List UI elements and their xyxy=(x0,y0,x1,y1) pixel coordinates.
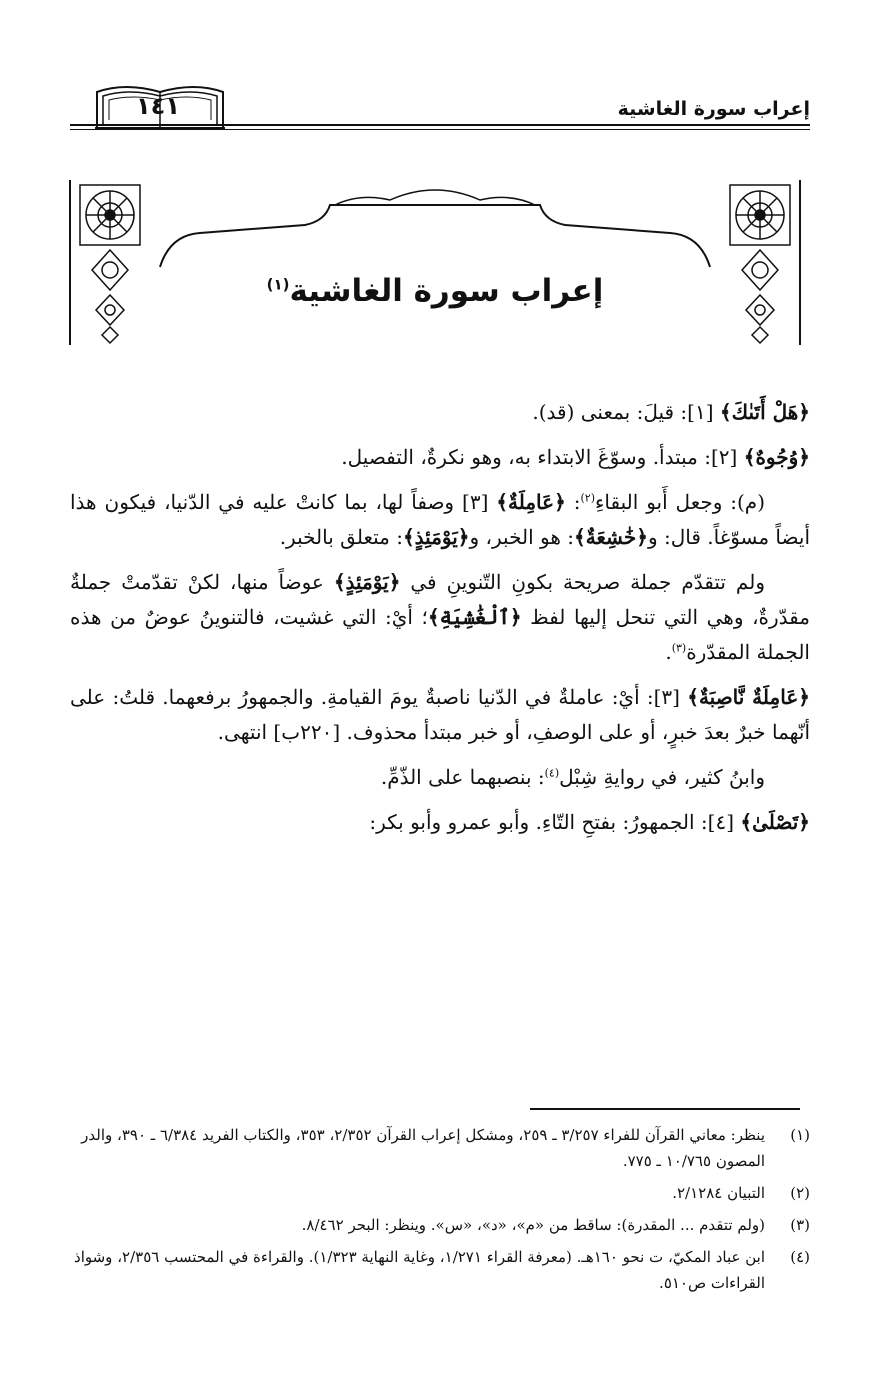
paragraph-text: عوضاً منها، لكنْ تقدّمتْ جملةٌ مقدّرةٌ، وهي التي تنحل إليها لفظ xyxy=(70,570,810,629)
footnote-number: (٣) xyxy=(790,1216,810,1234)
paragraph xyxy=(70,760,810,795)
paragraph xyxy=(70,805,810,840)
footnote xyxy=(70,1122,810,1174)
body-text xyxy=(70,395,810,850)
paragraph xyxy=(70,440,810,475)
footnote-number: (١) xyxy=(790,1126,810,1144)
footnote xyxy=(70,1180,810,1206)
footnote-reference: (٣) xyxy=(671,641,687,655)
left-ornament-icon xyxy=(80,185,140,343)
paragraph xyxy=(70,485,810,555)
quran-quote: ﴿وُجُوهٌ﴾ xyxy=(743,445,810,469)
surah-title-text: إعراب سورة الغاشية xyxy=(289,273,604,309)
header-rule xyxy=(70,124,810,126)
paragraph-text: ؛ أيْ: التي غشيت، فالتنوينُ عوضٌ من هذه الجملة المقدّرة xyxy=(70,605,810,664)
footnote-text: التبيان ٢/١٢٨٤. xyxy=(672,1184,765,1202)
paragraph-text: [٤]: الجمهورُ: بفتحِ التّاءِ. وأبو عمرو وأبو بكر: xyxy=(369,810,741,834)
paragraph-text: ولم تتقدّم جملة صريحة بكونِ التّنوينِ في xyxy=(400,570,765,594)
footnote-reference: (٤) xyxy=(544,766,560,780)
paragraph xyxy=(70,565,810,670)
quran-quote: ﴿خَٰشِعَةٌ﴾ xyxy=(573,525,648,549)
running-title: إعراب سورة الغاشية xyxy=(617,98,810,120)
paragraph-text: [١]: قيلَ: بمعنى (قد). xyxy=(532,400,720,424)
footnote xyxy=(70,1244,810,1296)
footnote-text: (ولم تتقدم ... المقدرة): ساقط من «م»، «د»، «س». وينظر: البحر ٨/٤٦٢. xyxy=(301,1216,765,1234)
title-footnote-mark: (١) xyxy=(266,275,290,294)
footnote-rule xyxy=(530,1108,800,1110)
quran-quote: ﴿يَوْمَئِذٍ﴾ xyxy=(402,525,470,549)
paragraph xyxy=(70,395,810,430)
footnote-number: (٢) xyxy=(790,1184,810,1202)
quran-quote: ﴿تَصْلَىٰ﴾ xyxy=(740,810,810,834)
paragraph-text: : متعلق بالخبر. xyxy=(279,525,403,549)
footnote-reference: (٢) xyxy=(580,491,595,505)
quran-quote: ﴿هَلْ أَتَىٰكَ﴾ xyxy=(719,400,810,424)
footnote-text: ينظر: معاني القرآن للفراء ٣/٢٥٧ ـ ٢٥٩، ومشكل إعراب القرآن ٢/٣٥٢، ٣٥٣، والكتاب الفريد ٦/٣٨٤ ـ ٣٩٠، والدر المصون ١٠/٧٦٥ ـ ٧٧٥. xyxy=(81,1126,765,1170)
right-ornament-icon xyxy=(730,185,790,343)
page-number: ١٤١ xyxy=(136,92,180,120)
paragraph-text: [٢]: مبتدأ. وسوّغَ الابتداء به، وهو نكرةٌ، التفصيل. xyxy=(341,445,744,469)
paragraph-text: [٣] وصفاً لها، بما كانتْ عليه في الدّنيا، فيكون هذا أيضاً مسوّغاً. قال: و xyxy=(70,490,810,549)
paragraph-text: . xyxy=(665,640,672,664)
quran-quote: ﴿عَامِلَةٌ نَّاصِبَةٌ﴾ xyxy=(687,685,810,709)
ornamental-frame xyxy=(60,175,810,350)
footnotes xyxy=(70,1122,810,1302)
quran-quote: ﴿يَوْمَئِذٍ﴾ xyxy=(333,570,401,594)
title-frame xyxy=(60,175,810,350)
footnote-text: ابن عباد المكيّ، ت نحو ١٦٠هـ. (معرفة القراء ١/٢٧١، وغاية النهاية ١/٣٢٣). والقراءة في المحتسب ٢/٣٥٦، وشواذ القراءات ص٥١٠. xyxy=(74,1248,765,1292)
header-rule-thin xyxy=(70,129,810,130)
paragraph-text: : بنصبهما على الذّمِّ. xyxy=(380,765,545,789)
paragraph-text: : هو الخبر، و xyxy=(469,525,574,549)
paragraph-text: [٣]: أيْ: عاملةٌ في الدّنيا ناصبةٌ يومَ القيامةِ. والجمهورُ برفعهما. قلتُ: على أنّهما خبرٌ بعدَ خبرٍ، أو على الوصفِ، أو خبر مبتدأ محذوف. [٢٢٠ب] انتهى. xyxy=(70,685,810,744)
surah-title xyxy=(60,273,810,309)
paragraph-text: (م): وجعل أَبو البقاءِ xyxy=(594,490,765,514)
paragraph-text: وابنُ كثير، في روايةِ شِبْل xyxy=(559,765,765,789)
quran-quote: ﴿ٱلْغَٰشِيَةِ﴾ xyxy=(427,605,522,629)
footnote-number: (٤) xyxy=(790,1248,810,1266)
paragraph-text: : xyxy=(565,490,581,514)
footnote xyxy=(70,1212,810,1238)
paragraph xyxy=(70,680,810,750)
page-header xyxy=(60,70,810,130)
quran-quote: ﴿عَامِلَةٌ﴾ xyxy=(496,490,566,514)
